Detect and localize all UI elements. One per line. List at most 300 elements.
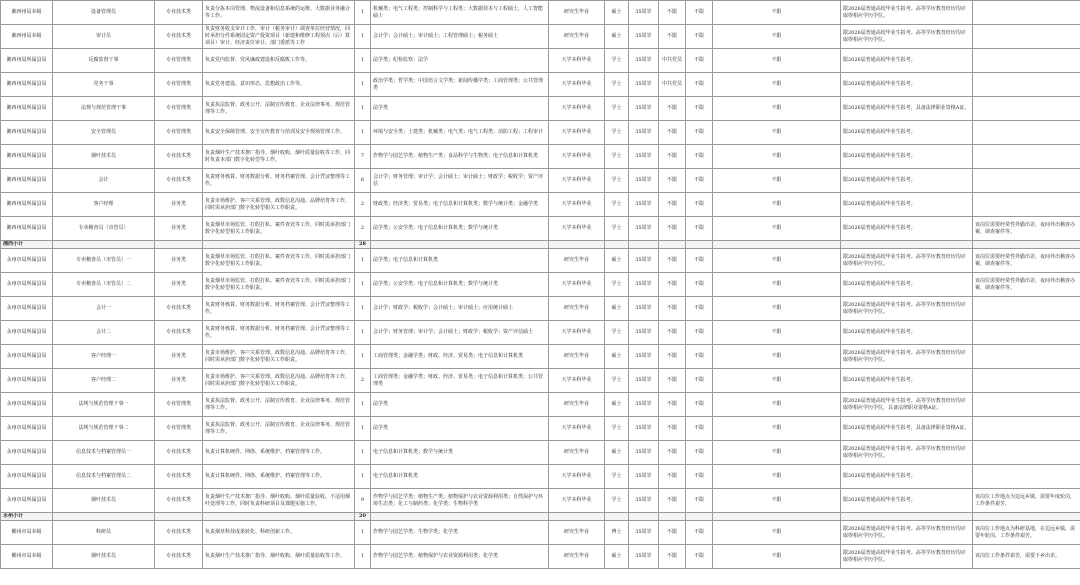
category-cell: 业务类 [155,273,203,297]
other1-cell: 不限 [686,217,713,241]
category-cell: 专业管理类 [155,97,203,121]
degree-cell: 学士 [605,73,629,97]
position-cell: 客户经理 [53,193,155,217]
count-cell: 1 [355,441,371,465]
count-cell: 1 [355,545,371,569]
duty-cell [203,241,355,249]
position-cell: 烟叶技术员 [53,145,155,169]
table-row [1,121,1080,145]
education-cell: 研究生毕业 [549,521,605,545]
education-cell: 大学本科毕业 [549,73,605,97]
degree-cell: 学士 [605,145,629,169]
category-cell: 专业技术类 [155,297,203,321]
position-cell: 法规与规范管理干事二 [53,417,155,441]
requirement-cell: 限2026届普通高校毕业生报考。高等学历教育经历均应取得相应学历学位，具备法律职业资格A证。 [841,393,973,417]
degree-cell: 博士 [605,521,629,545]
other2-cell: 不限 [713,417,841,441]
education-cell: 大学本科毕业 [549,417,605,441]
politics-cell: 不限 [659,393,686,417]
politics-cell: 不限 [659,169,686,193]
other2-cell: 不限 [713,193,841,217]
education-cell: 大学本科毕业 [549,121,605,145]
degree-cell: 硕士 [605,545,629,569]
degree-cell: 学士 [605,273,629,297]
duty-cell: 负责财务核算、财务数据分析、财务档案管理、会计凭证整理等工作。 [203,169,355,193]
table-body [1,1,1080,569]
duty-cell: 负责烟叶生产技术推广指导、烟叶收购、烟叶质量验收等工作。 [203,545,355,569]
other2-cell [713,513,841,521]
major-cell: 会计学；财务管理；审计学；会计硕士；财政学；税收学；资产评估硕士 [371,321,549,345]
age-cell: 35周岁 [629,345,659,369]
position-cell: 会计一 [53,297,155,321]
duty-cell: 负责执法监督、政务公开、法制宣传教育、企业法律事务、规范管理等工作。 [203,393,355,417]
remark-cell [973,193,1080,217]
degree-cell: 学士 [605,489,629,513]
major-cell: 法学类；公安学类；电子信息和计算机类；数学与统计类 [371,273,549,297]
major-cell: 财政类；经济类；贸易类；电子信息和计算机类；数学与统计类；金融学类 [371,193,549,217]
requirement-cell: 限2026届普通高校毕业生报考。高等学历教育经历均应取得相应学历学位。 [841,1,973,25]
politics-cell: 不限 [659,489,686,513]
other1-cell: 不限 [686,489,713,513]
position-cell: 法规与规范管理干事一 [53,393,155,417]
age-cell: 35周岁 [629,249,659,273]
category-cell: 专业技术类 [155,441,203,465]
age-cell: 35周岁 [629,521,659,545]
other1-cell: 不限 [686,73,713,97]
duty-cell: 负责烟草科技成果转化、科研创新工作。 [203,521,355,545]
table-row [1,441,1080,465]
unit-cell: 湘西州局所属县局 [1,73,53,97]
major-cell: 法学类 [371,97,549,121]
duty-cell: 负责分拣本岗管理、物流设备和信息系统的运维、大数据业务融合等工作。 [203,1,355,25]
other2-cell: 不限 [713,273,841,297]
table-row [1,393,1080,417]
politics-cell: 中共党员 [659,73,686,97]
degree-cell [605,513,629,521]
major-cell: 作物学与园艺学类；植物保护与农业资源利用类；化学类 [371,545,549,569]
count-cell: 2 [355,193,371,217]
other2-cell: 不限 [713,217,841,241]
education-cell: 大学本科毕业 [549,369,605,393]
politics-cell: 不限 [659,369,686,393]
age-cell: 35周岁 [629,297,659,321]
category-cell: 专业技术类 [155,321,203,345]
age-cell: 35周岁 [629,121,659,145]
other1-cell: 不限 [686,545,713,569]
politics-cell: 不限 [659,145,686,169]
requirement-cell: 限2026届普通高校毕业生报考。 [841,193,973,217]
category-cell: 业务类 [155,249,203,273]
politics-cell: 不限 [659,297,686,321]
count-cell: 1 [355,465,371,489]
other1-cell: 不限 [686,297,713,321]
requirement-cell: 限2026届普通高校毕业生报考。高等学历教育经历均应取得相应学历学位。 [841,25,973,49]
category-cell: 专业管理类 [155,121,203,145]
degree-cell: 学士 [605,97,629,121]
other2-cell: 不限 [713,1,841,25]
degree-cell [605,241,629,249]
remark-cell: 该岗位需要经常性外勤出差，夜间外出稽查办案，调查案件等。 [973,217,1080,241]
table-row [1,489,1080,513]
category-cell: 专业技术类 [155,489,203,513]
unit-cell: 永州市局所属县局 [1,249,53,273]
degree-cell: 硕士 [605,25,629,49]
unit-cell: 永州市局所属县局 [1,345,53,369]
count-cell: 1 [355,25,371,49]
requirement-cell: 限2026届普通高校毕业生报考。高等学历教育经历均应取得相应学历学位。 [841,297,973,321]
major-cell: 机械类；电气工程类；控制科学与工程类；大数据技术与工程硕士，人工智能硕士 [371,1,549,25]
table-row [1,321,1080,345]
position-cell: 专卖稽查员（市管员）一 [53,249,155,273]
remark-cell: 该岗位需要经常性外勤出差，夜间外出稽查办案，调查案件等。 [973,249,1080,273]
major-cell: 电子信息和计算机类；数学与统计类 [371,441,549,465]
other1-cell: 不限 [686,417,713,441]
duty-cell: 负责财务核算、财务数据分析、财务档案管理、会计凭证整理等工作。 [203,321,355,345]
count-cell: 1 [355,249,371,273]
other1-cell: 不限 [686,25,713,49]
requirement-cell: 限2026届普通高校毕业生报考。高等学历教育经历均应取得相应学历学位。 [841,521,973,545]
education-cell: 大学本科毕业 [549,321,605,345]
table-row [1,369,1080,393]
category-cell [155,513,203,521]
remark-cell [973,1,1080,25]
unit-cell: 湘西州局所属县局 [1,145,53,169]
count-cell: 1 [355,73,371,97]
education-cell: 研究生毕业 [549,249,605,273]
unit-cell: 湘西州局所属县局 [1,217,53,241]
education-cell: 研究生毕业 [549,441,605,465]
politics-cell: 不限 [659,97,686,121]
other2-cell: 不限 [713,73,841,97]
remark-cell [973,73,1080,97]
unit-cell: 永州市局所属县局 [1,393,53,417]
other2-cell: 不限 [713,169,841,193]
age-cell: 35周岁 [629,489,659,513]
category-cell: 业务类 [155,193,203,217]
duty-cell: 负责计算机硬件、网络、系统维护、档案管理等工作。 [203,441,355,465]
unit-cell: 郴州市局本级 [1,545,53,569]
position-cell [53,241,155,249]
requirement-cell: 限2026届普通高校毕业生报考。高等学历教育经历均应取得相应学历学位。 [841,441,973,465]
degree-cell: 学士 [605,121,629,145]
age-cell: 35周岁 [629,97,659,121]
duty-cell: 负责烟草市场监管、打假打私、案件查处等工作，同时需承担部门数字化转型相关工作职责。 [203,273,355,297]
count-cell: 1 [355,521,371,545]
age-cell: 35周岁 [629,169,659,193]
table-row [1,297,1080,321]
other1-cell: 不限 [686,465,713,489]
major-cell: 法学类；电子信息和计算机类 [371,249,549,273]
duty-cell: 负责安全保障管理、安全宣传教育与培训及安全规场管理工作。 [203,121,355,145]
unit-cell: 永州市局所属县局 [1,489,53,513]
unit-cell: 永州小计 [1,513,53,521]
remark-cell: 该岗位工作地点为科研基地，在边远乡镇，需要年轮岗，工作条件艰苦。 [973,521,1080,545]
requirement-cell: 限2026届普通高校毕业生报考。 [841,121,973,145]
remark-cell [973,145,1080,169]
degree-cell: 学士 [605,417,629,441]
position-cell: 专卖稽查员（市管员） [53,217,155,241]
politics-cell: 不限 [659,465,686,489]
table-row [1,97,1080,121]
other1-cell: 不限 [686,369,713,393]
duty-cell: 负责市场维护、客户关系管理、政数信息沟通、品牌培育等工作，同时需承担部门数字化转型相关工作职责。 [203,193,355,217]
remark-cell: 该岗位工作地点为边远乡镇，需要年度轮岗，工作条件艰苦。 [973,489,1080,513]
category-cell: 专业管理类 [155,49,203,73]
other1-cell [686,241,713,249]
other1-cell: 不限 [686,321,713,345]
position-cell: 客户经理二 [53,369,155,393]
remark-cell [973,297,1080,321]
education-cell [549,241,605,249]
requirement-cell [841,513,973,521]
requirement-cell: 限2026届普通高校毕业生报考。高等学历教育经历均应取得相应学历学位。 [841,545,973,569]
other1-cell: 不限 [686,121,713,145]
table-row [1,1,1080,25]
table-row [1,545,1080,569]
other1-cell: 不限 [686,145,713,169]
politics-cell [659,513,686,521]
position-cell: 设备管理员 [53,1,155,25]
age-cell: 35周岁 [629,49,659,73]
age-cell: 35周岁 [629,465,659,489]
other1-cell: 不限 [686,249,713,273]
major-cell: 政治学类；哲学类；中国语言文学类；新闻传播学类；工商管理类；公共管理类 [371,73,549,97]
education-cell [549,513,605,521]
count-cell: 1 [355,49,371,73]
unit-cell: 永州市局所属县局 [1,321,53,345]
category-cell: 专业管理类 [155,73,203,97]
table-row [1,465,1080,489]
duty-cell: 负责财务收支审计工作，审计（税务审计）调查单位经营情况，同时承担分件系统固定资产投资项目（新建和维修工程预决（后）算项目）审计、经济责任审计、部门委派等工作 [203,25,355,49]
requirement-cell: 限2026届普通高校毕业生报考。 [841,49,973,73]
remark-cell [973,513,1080,521]
position-cell: 信息技术与档案管理员二 [53,465,155,489]
category-cell [155,241,203,249]
table-row [1,521,1080,545]
remark-cell [973,97,1080,121]
requirement-cell: 限2026届普通高校毕业生报考，具备法律职业资格A证。 [841,417,973,441]
table-row [1,145,1080,169]
education-cell: 大学本科毕业 [549,489,605,513]
age-cell: 35周岁 [629,273,659,297]
major-cell: 作物学与园艺学类；植物生产类；食品科学与生物类；电子信息和计算机类 [371,145,549,169]
unit-cell: 湘西小计 [1,241,53,249]
count-cell: 20 [355,513,371,521]
requirement-cell: 限2026届普通高校毕业生报考。高等学历教育经历均应取得相应学历学位。 [841,345,973,369]
other2-cell: 不限 [713,441,841,465]
category-cell: 专业技术类 [155,1,203,25]
education-cell: 研究生毕业 [549,345,605,369]
major-cell: 法学类 [371,393,549,417]
politics-cell: 不限 [659,217,686,241]
other1-cell: 不限 [686,521,713,545]
category-cell: 专业技术类 [155,145,203,169]
remark-cell [973,393,1080,417]
degree-cell: 硕士 [605,441,629,465]
age-cell: 35周岁 [629,145,659,169]
major-cell: 作物学与园艺学类；生物学类；化学类 [371,521,549,545]
remark-cell [973,465,1080,489]
other2-cell: 不限 [713,489,841,513]
politics-cell: 不限 [659,545,686,569]
education-cell: 大学本科毕业 [549,193,605,217]
degree-cell: 硕士 [605,249,629,273]
count-cell: 6 [355,169,371,193]
table-row [1,25,1080,49]
count-cell: 1 [355,393,371,417]
remark-cell [973,241,1080,249]
category-cell: 专业管理类 [155,417,203,441]
position-cell: 党务干事 [53,73,155,97]
other1-cell: 不限 [686,193,713,217]
count-cell: 1 [355,417,371,441]
duty-cell: 负责党务建设、意识形态、思想政治工作等。 [203,73,355,97]
remark-cell: 该岗位工作条件艰苦，需要下乡出差。 [973,545,1080,569]
education-cell: 研究生毕业 [549,545,605,569]
politics-cell: 不限 [659,249,686,273]
other2-cell: 不限 [713,521,841,545]
politics-cell: 不限 [659,417,686,441]
category-cell: 业务类 [155,369,203,393]
category-cell: 专业技术类 [155,25,203,49]
table-row [1,417,1080,441]
requirement-cell: 限2026届普通高校毕业生报考。 [841,273,973,297]
category-cell: 专业技术类 [155,521,203,545]
education-cell: 大学本科毕业 [549,145,605,169]
other1-cell: 不限 [686,393,713,417]
major-cell: 会计学；财政学；税收学；会计硕士；审计硕士；应用统计硕士 [371,297,549,321]
other1-cell: 不限 [686,273,713,297]
age-cell: 35周岁 [629,369,659,393]
degree-cell: 硕士 [605,297,629,321]
table-row [1,49,1080,73]
age-cell: 35周岁 [629,417,659,441]
remark-cell [973,345,1080,369]
category-cell: 业务类 [155,217,203,241]
table-row [1,217,1080,241]
requirement-cell: 限2026届普通高校毕业生报考。高等学历教育经历均应取得相应学历学位。 [841,249,973,273]
position-cell: 会计二 [53,321,155,345]
unit-cell: 永州市局所属县局 [1,297,53,321]
major-cell: 法学类；纪检监察；法学 [371,49,549,73]
other1-cell: 不限 [686,97,713,121]
count-cell: 1 [355,97,371,121]
politics-cell: 不限 [659,273,686,297]
politics-cell: 不限 [659,345,686,369]
duty-cell: 负责执法监督、政务公开、法制宣传教育、企业法律事务、规范管理等工作。 [203,417,355,441]
other2-cell: 不限 [713,345,841,369]
category-cell: 专业管理类 [155,393,203,417]
politics-cell: 不限 [659,521,686,545]
major-cell [371,513,549,521]
table-row [1,345,1080,369]
politics-cell: 不限 [659,1,686,25]
degree-cell: 学士 [605,465,629,489]
education-cell: 研究生毕业 [549,297,605,321]
remark-cell [973,49,1080,73]
count-cell: 1 [355,273,371,297]
unit-cell: 湘西州局本级 [1,1,53,25]
remark-cell: 该岗位需要经常性外勤出差，夜间外出稽查办案，调查案件等。 [973,273,1080,297]
major-cell: 工商管理类；金融学类；财政、经济、贸易类；电子信息和计算机类；公共管理类 [371,369,549,393]
other2-cell: 不限 [713,545,841,569]
unit-cell: 永州市局所属县局 [1,369,53,393]
requirement-cell: 限2026届普通高校毕业生报考。 [841,369,973,393]
education-cell: 大学本科毕业 [549,217,605,241]
table-row [1,193,1080,217]
category-cell: 专业技术类 [155,545,203,569]
degree-cell: 学士 [605,49,629,73]
degree-cell: 学士 [605,193,629,217]
education-cell: 大学本科毕业 [549,97,605,121]
politics-cell: 不限 [659,193,686,217]
requirement-cell: 限2026届普通高校毕业生报考。 [841,321,973,345]
politics-cell: 不限 [659,25,686,49]
position-cell: 科研员 [53,521,155,545]
count-cell: 1 [355,297,371,321]
degree-cell: 硕士 [605,1,629,25]
age-cell: 35周岁 [629,393,659,417]
age-cell: 35周岁 [629,545,659,569]
major-cell: 作物学与园艺学类；植物生产类；植物保护与农业资源利用类；自然保护与环境生态类；化工与制药类；化学类；生物科学类 [371,489,549,513]
remark-cell [973,169,1080,193]
table-row [1,73,1080,97]
requirement-cell: 限2026届普通高校毕业生报考。 [841,145,973,169]
age-cell: 35周岁 [629,321,659,345]
category-cell: 业务类 [155,345,203,369]
unit-cell: 湘西州局所属县局 [1,193,53,217]
other2-cell: 不限 [713,97,841,121]
duty-cell: 负责市场维护、客户关系管理、政数信息沟通、品牌培育等工作，同时需承担部门数字化转型相关工作职责。 [203,369,355,393]
other1-cell: 不限 [686,441,713,465]
duty-cell: 负责烟草市场监管、打假打私、案件查处等工作，同时需承担部门数字化转型相关工作职责。 [203,217,355,241]
count-cell: 1 [355,121,371,145]
other2-cell: 不限 [713,249,841,273]
position-cell: 会计 [53,169,155,193]
duty-cell: 负责计算机硬件、网络、系统维护、档案管理等工作。 [203,465,355,489]
position-cell: 烟叶技术员 [53,545,155,569]
other1-cell: 不限 [686,169,713,193]
unit-cell: 永州市局所属县局 [1,417,53,441]
politics-cell [659,241,686,249]
remark-cell [973,369,1080,393]
remark-cell [973,321,1080,345]
remark-cell [973,25,1080,49]
duty-cell: 负责财务核算、财务数据分析、财务档案管理、会计凭证整理等工作。 [203,297,355,321]
duty-cell: 负责执法监督、政务公开、法制宣传教育、企业法律事务、规范管理等工作。 [203,97,355,121]
remark-cell [973,121,1080,145]
remark-cell [973,417,1080,441]
position-cell: 烟叶技术员 [53,489,155,513]
education-cell: 研究生毕业 [549,25,605,49]
unit-cell: 湘西州局所属县局 [1,169,53,193]
politics-cell: 不限 [659,321,686,345]
table-row [1,169,1080,193]
subtotal-row [1,241,1080,249]
major-cell: 法学类 [371,417,549,441]
duty-cell: 负责烟叶生产技术推广指导、烟叶收购、烟叶质量验收、不适用烟叶处理等工作，同时负责科研项目及课题实施工作。 [203,489,355,513]
position-cell: 专卖稽查员（市管员）二 [53,273,155,297]
degree-cell: 硕士 [605,393,629,417]
unit-cell: 永州市局所属县局 [1,441,53,465]
unit-cell: 湘西州局所属县局 [1,49,53,73]
position-cell: 安全管理员 [53,121,155,145]
other2-cell: 不限 [713,121,841,145]
major-cell: 会计学；会计硕士；审计硕士；工程管理硕士；税务硕士 [371,25,549,49]
education-cell: 大学本科毕业 [549,273,605,297]
unit-cell: 郴州市局本级 [1,521,53,545]
degree-cell: 硕士 [605,345,629,369]
